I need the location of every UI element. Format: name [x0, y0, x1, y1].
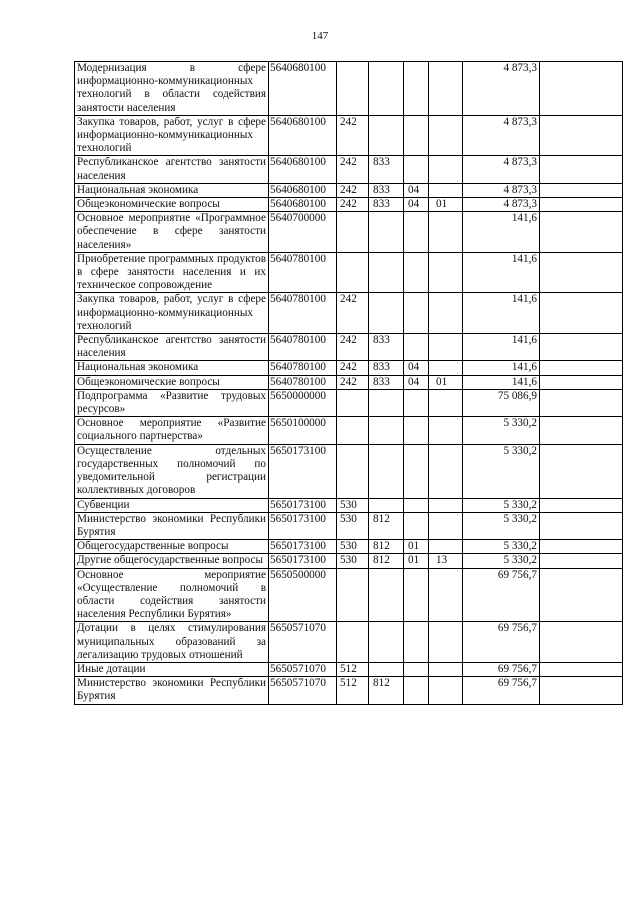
extra-column-cell	[540, 183, 623, 197]
extra-column-cell	[540, 554, 623, 568]
line-item-name-cell: Основное мероприятие «Осуществление полномочий в области содействия занятости населения Республики Бурятия»	[75, 568, 269, 622]
subsection-code-cell	[429, 62, 463, 116]
section-code-cell: 04	[404, 375, 429, 389]
target-article-code-cell: 5650173100	[269, 512, 337, 539]
line-item-name-cell: Основное мероприятие «Программное обеспечение в сфере занятости населения»	[75, 212, 269, 253]
table-row	[75, 252, 623, 293]
target-article-code-cell: 5640780100	[269, 334, 337, 361]
table-row	[75, 115, 623, 156]
subsection-code-cell	[429, 622, 463, 663]
target-article-code-cell: 5650173100	[269, 540, 337, 554]
table-row	[75, 498, 623, 512]
target-article-code-cell: 5650173100	[269, 498, 337, 512]
line-item-name-cell: Общеэкономические вопросы	[75, 198, 269, 212]
line-item-name-cell: Модернизация в сфере информационно-коммуникационных технологий в области содействия занятости населения	[75, 62, 269, 116]
extra-column-cell	[540, 293, 623, 334]
administrator-code-cell: 833	[369, 198, 404, 212]
table-row	[75, 389, 623, 416]
amount-cell: 5 330,2	[463, 554, 540, 568]
subsection-code-cell	[429, 417, 463, 444]
administrator-code-cell: 833	[369, 156, 404, 183]
target-article-code-cell: 5640680100	[269, 198, 337, 212]
line-item-name-cell: Закупка товаров, работ, услуг в сфере информационно-коммуникационных технологий	[75, 115, 269, 156]
section-code-cell	[404, 662, 429, 676]
extra-column-cell	[540, 444, 623, 498]
line-item-name-cell: Национальная экономика	[75, 183, 269, 197]
section-code-cell: 01	[404, 554, 429, 568]
line-item-name-cell: Общеэкономические вопросы	[75, 375, 269, 389]
amount-cell: 4 873,3	[463, 198, 540, 212]
target-article-code-cell: 5640780100	[269, 361, 337, 375]
line-item-name-cell: Дотации в целях стимулирования муниципальных образований за легализацию трудовых отношений	[75, 622, 269, 663]
target-article-code-cell: 5650173100	[269, 444, 337, 498]
subsection-code-cell: 01	[429, 375, 463, 389]
table-row	[75, 156, 623, 183]
amount-cell: 5 330,2	[463, 540, 540, 554]
amount-cell: 141,6	[463, 334, 540, 361]
extra-column-cell	[540, 62, 623, 116]
line-item-name-cell: Республиканское агентство занятости населения	[75, 334, 269, 361]
administrator-code-cell: 833	[369, 375, 404, 389]
administrator-code-cell	[369, 389, 404, 416]
target-article-code-cell: 5650500000	[269, 568, 337, 622]
section-code-cell	[404, 417, 429, 444]
section-code-cell	[404, 62, 429, 116]
administrator-code-cell: 812	[369, 540, 404, 554]
section-code-cell	[404, 622, 429, 663]
administrator-code-cell	[369, 252, 404, 293]
subsection-code-cell: 13	[429, 554, 463, 568]
amount-cell: 141,6	[463, 293, 540, 334]
amount-cell: 5 330,2	[463, 498, 540, 512]
target-article-code-cell: 5650173100	[269, 554, 337, 568]
amount-cell: 69 756,7	[463, 662, 540, 676]
administrator-code-cell	[369, 115, 404, 156]
amount-cell: 69 756,7	[463, 622, 540, 663]
subsection-code-cell	[429, 252, 463, 293]
line-item-name-cell: Иные дотации	[75, 662, 269, 676]
extra-column-cell	[540, 417, 623, 444]
extra-column-cell	[540, 115, 623, 156]
administrator-code-cell: 833	[369, 361, 404, 375]
extra-column-cell	[540, 540, 623, 554]
section-code-cell	[404, 334, 429, 361]
section-code-cell	[404, 156, 429, 183]
administrator-code-cell	[369, 212, 404, 253]
subsection-code-cell	[429, 444, 463, 498]
line-item-name-cell: Субвенции	[75, 498, 269, 512]
expense-type-code-cell: 242	[337, 198, 369, 212]
expense-type-code-cell: 530	[337, 498, 369, 512]
amount-cell: 4 873,3	[463, 62, 540, 116]
extra-column-cell	[540, 662, 623, 676]
expense-type-code-cell	[337, 212, 369, 253]
subsection-code-cell	[429, 334, 463, 361]
target-article-code-cell: 5640780100	[269, 252, 337, 293]
administrator-code-cell	[369, 62, 404, 116]
target-article-code-cell: 5650571070	[269, 662, 337, 676]
table-row	[75, 662, 623, 676]
administrator-code-cell: 833	[369, 334, 404, 361]
section-code-cell	[404, 252, 429, 293]
administrator-code-cell	[369, 293, 404, 334]
administrator-code-cell	[369, 662, 404, 676]
section-code-cell	[404, 212, 429, 253]
administrator-code-cell: 812	[369, 677, 404, 704]
administrator-code-cell	[369, 444, 404, 498]
subsection-code-cell	[429, 156, 463, 183]
extra-column-cell	[540, 622, 623, 663]
extra-column-cell	[540, 156, 623, 183]
amount-cell: 5 330,2	[463, 512, 540, 539]
table-row	[75, 62, 623, 116]
target-article-code-cell: 5640680100	[269, 62, 337, 116]
subsection-code-cell	[429, 568, 463, 622]
expense-type-code-cell	[337, 417, 369, 444]
table-row	[75, 622, 623, 663]
expense-type-code-cell: 242	[337, 183, 369, 197]
subsection-code-cell	[429, 389, 463, 416]
table-row	[75, 375, 623, 389]
line-item-name-cell: Подпрограмма «Развитие трудовых ресурсов»	[75, 389, 269, 416]
table-row	[75, 568, 623, 622]
table-row	[75, 540, 623, 554]
table-row	[75, 293, 623, 334]
table-row	[75, 212, 623, 253]
administrator-code-cell: 812	[369, 554, 404, 568]
line-item-name-cell: Основное мероприятие «Развитие социального партнерства»	[75, 417, 269, 444]
target-article-code-cell: 5640680100	[269, 183, 337, 197]
budget-table	[74, 61, 623, 705]
table-row	[75, 677, 623, 704]
expense-type-code-cell	[337, 252, 369, 293]
administrator-code-cell: 812	[369, 512, 404, 539]
subsection-code-cell	[429, 662, 463, 676]
extra-column-cell	[540, 498, 623, 512]
subsection-code-cell	[429, 677, 463, 704]
expense-type-code-cell: 242	[337, 334, 369, 361]
expense-type-code-cell	[337, 444, 369, 498]
line-item-name-cell: Национальная экономика	[75, 361, 269, 375]
subsection-code-cell	[429, 361, 463, 375]
extra-column-cell	[540, 198, 623, 212]
extra-column-cell	[540, 361, 623, 375]
subsection-code-cell	[429, 212, 463, 253]
extra-column-cell	[540, 252, 623, 293]
amount-cell: 141,6	[463, 252, 540, 293]
subsection-code-cell	[429, 498, 463, 512]
expense-type-code-cell	[337, 622, 369, 663]
section-code-cell: 04	[404, 198, 429, 212]
expense-type-code-cell: 530	[337, 512, 369, 539]
subsection-code-cell: 01	[429, 198, 463, 212]
amount-cell: 69 756,7	[463, 677, 540, 704]
section-code-cell: 01	[404, 540, 429, 554]
amount-cell: 5 330,2	[463, 417, 540, 444]
expense-type-code-cell	[337, 568, 369, 622]
line-item-name-cell: Другие общегосударственные вопросы	[75, 554, 269, 568]
page-number: 147	[311, 30, 329, 42]
amount-cell: 69 756,7	[463, 568, 540, 622]
target-article-code-cell: 5640680100	[269, 156, 337, 183]
section-code-cell: 04	[404, 361, 429, 375]
expense-type-code-cell: 242	[337, 293, 369, 334]
target-article-code-cell: 5650000000	[269, 389, 337, 416]
line-item-name-cell: Осуществление отдельных государственных полномочий по уведомительной регистрации коллективных договоров	[75, 444, 269, 498]
section-code-cell	[404, 498, 429, 512]
extra-column-cell	[540, 334, 623, 361]
section-code-cell	[404, 293, 429, 334]
extra-column-cell	[540, 568, 623, 622]
table-row	[75, 554, 623, 568]
section-code-cell	[404, 389, 429, 416]
line-item-name-cell: Приобретение программных продуктов в сфере занятости населения и их техническое сопровождение	[75, 252, 269, 293]
table-row	[75, 198, 623, 212]
amount-cell: 4 873,3	[463, 156, 540, 183]
target-article-code-cell: 5650571070	[269, 622, 337, 663]
table-row	[75, 417, 623, 444]
section-code-cell	[404, 444, 429, 498]
line-item-name-cell: Республиканское агентство занятости населения	[75, 156, 269, 183]
administrator-code-cell	[369, 417, 404, 444]
expense-type-code-cell: 530	[337, 540, 369, 554]
table-row	[75, 334, 623, 361]
target-article-code-cell: 5640780100	[269, 293, 337, 334]
section-code-cell	[404, 677, 429, 704]
subsection-code-cell	[429, 115, 463, 156]
amount-cell: 141,6	[463, 212, 540, 253]
budget-table-body	[75, 62, 623, 705]
expense-type-code-cell: 242	[337, 375, 369, 389]
table-row	[75, 183, 623, 197]
extra-column-cell	[540, 677, 623, 704]
section-code-cell	[404, 512, 429, 539]
administrator-code-cell	[369, 568, 404, 622]
expense-type-code-cell: 512	[337, 662, 369, 676]
section-code-cell	[404, 568, 429, 622]
section-code-cell: 04	[404, 183, 429, 197]
expense-type-code-cell	[337, 389, 369, 416]
administrator-code-cell: 833	[369, 183, 404, 197]
extra-column-cell	[540, 512, 623, 539]
table-row	[75, 361, 623, 375]
administrator-code-cell	[369, 498, 404, 512]
amount-cell: 141,6	[463, 375, 540, 389]
section-code-cell	[404, 115, 429, 156]
target-article-code-cell: 5640780100	[269, 375, 337, 389]
target-article-code-cell: 5650100000	[269, 417, 337, 444]
line-item-name-cell: Общегосударственные вопросы	[75, 540, 269, 554]
expense-type-code-cell	[337, 62, 369, 116]
line-item-name-cell: Министерство экономики Республики Бурятия	[75, 512, 269, 539]
expense-type-code-cell: 242	[337, 156, 369, 183]
subsection-code-cell	[429, 293, 463, 334]
target-article-code-cell: 5640680100	[269, 115, 337, 156]
amount-cell: 4 873,3	[463, 183, 540, 197]
subsection-code-cell	[429, 512, 463, 539]
expense-type-code-cell: 530	[337, 554, 369, 568]
target-article-code-cell: 5650571070	[269, 677, 337, 704]
administrator-code-cell	[369, 622, 404, 663]
subsection-code-cell	[429, 540, 463, 554]
expense-type-code-cell: 242	[337, 361, 369, 375]
expense-type-code-cell: 242	[337, 115, 369, 156]
amount-cell: 4 873,3	[463, 115, 540, 156]
amount-cell: 5 330,2	[463, 444, 540, 498]
amount-cell: 75 086,9	[463, 389, 540, 416]
table-row	[75, 444, 623, 498]
expense-type-code-cell: 512	[337, 677, 369, 704]
line-item-name-cell: Закупка товаров, работ, услуг в сфере информационно-коммуникационных технологий	[75, 293, 269, 334]
amount-cell: 141,6	[463, 361, 540, 375]
subsection-code-cell	[429, 183, 463, 197]
extra-column-cell	[540, 212, 623, 253]
target-article-code-cell: 5640700000	[269, 212, 337, 253]
extra-column-cell	[540, 389, 623, 416]
table-row	[75, 512, 623, 539]
extra-column-cell	[540, 375, 623, 389]
line-item-name-cell: Министерство экономики Республики Бурятия	[75, 677, 269, 704]
